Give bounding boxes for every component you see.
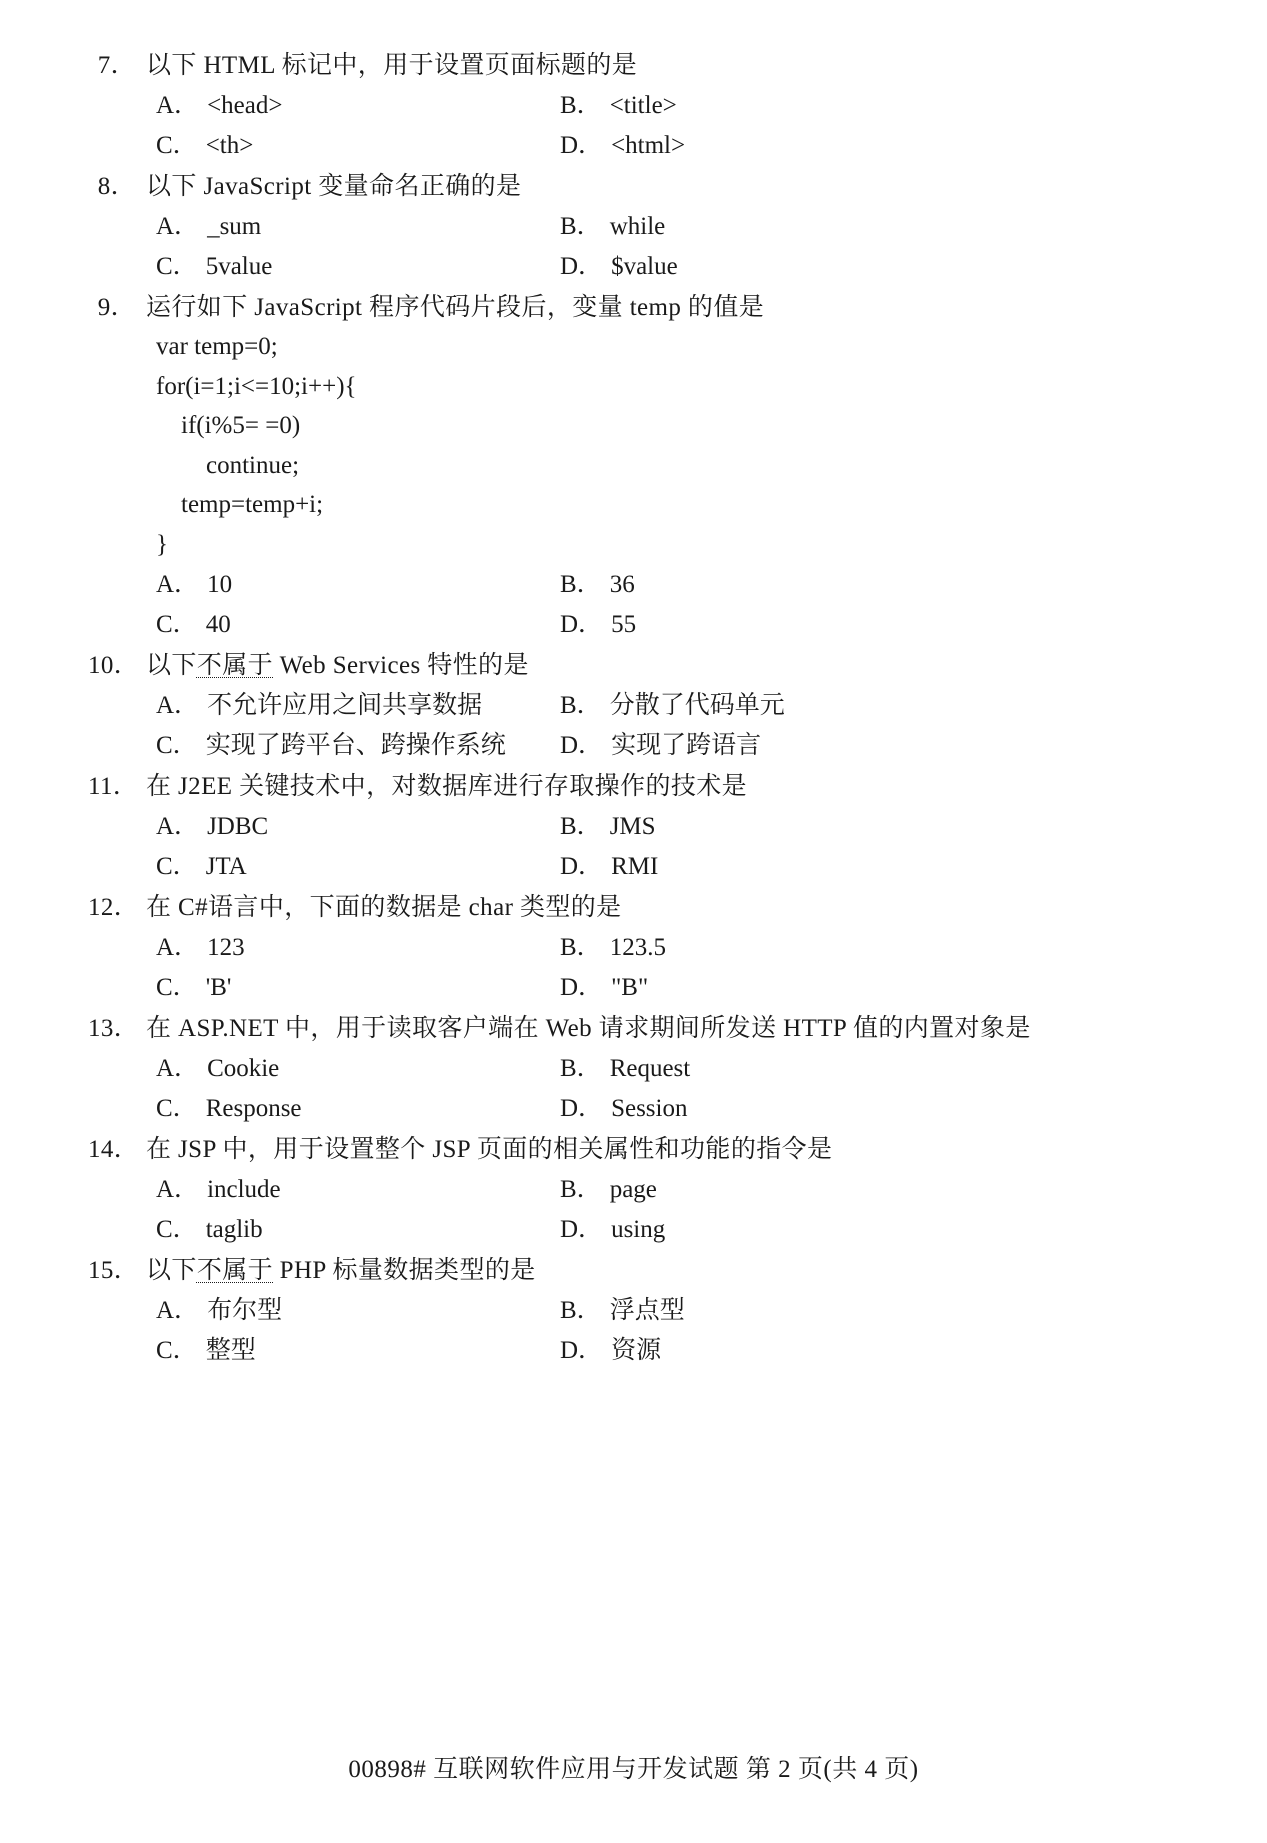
option-b[interactable]: [560, 1049, 1178, 1088]
option-d[interactable]: [560, 1210, 1178, 1249]
question-stem: [88, 46, 1178, 85]
question-item: [88, 1009, 1178, 1128]
option-text: page: [609, 1176, 657, 1203]
option-label: A．: [156, 213, 200, 240]
option-label: D．: [560, 253, 604, 280]
question-text: 在 C#语言中，下面的数据是 char 类型的是: [146, 894, 622, 921]
option-text: 5value: [205, 253, 273, 280]
option-row: [156, 726, 1178, 765]
option-label: B．: [560, 571, 602, 598]
question-text: 以下 JavaScript 变量命名正确的是: [146, 173, 522, 200]
option-text: 'B': [205, 974, 232, 1001]
option-text: while: [609, 213, 666, 240]
question-item: [88, 888, 1178, 1007]
code-line: if(i%5= =0): [156, 412, 301, 439]
option-label: C．: [156, 1216, 198, 1243]
option-group: [156, 807, 1178, 886]
option-text: <title>: [609, 92, 677, 119]
code-line: for(i=1;i<=10;i++){: [156, 372, 357, 400]
option-label: B．: [560, 1176, 602, 1203]
question-stem: [88, 646, 1178, 685]
option-text: RMI: [611, 853, 659, 880]
stem-suffix: PHP 标量数据类型的是: [273, 1257, 536, 1284]
option-text: 123.5: [609, 934, 666, 961]
option-text: JDBC: [207, 813, 269, 840]
question-text: 在 ASP.NET 中，用于读取客户端在 Web 请求期间所发送 HTTP 值的内置对象是: [146, 1015, 1031, 1042]
option-label: B．: [560, 213, 602, 240]
question-item: [88, 767, 1178, 886]
code-line: temp=temp+i;: [156, 491, 324, 518]
question-item: [88, 167, 1178, 286]
option-row: [156, 126, 1178, 165]
option-row: [156, 207, 1178, 246]
option-row: [156, 847, 1178, 886]
option-label: D．: [560, 1216, 604, 1243]
option-row: [156, 1049, 1178, 1088]
question-number: 8．: [97, 173, 136, 200]
option-c[interactable]: [156, 1210, 560, 1249]
page-footer: 00898# 互联网软件应用与开发试题 第 2 页(共 4 页): [348, 1756, 919, 1783]
option-d[interactable]: [560, 1089, 1178, 1128]
option-label: C．: [156, 732, 198, 759]
option-a[interactable]: [156, 1049, 560, 1088]
option-row: [156, 686, 1178, 725]
option-label: C．: [156, 1337, 198, 1364]
question-number: 13．: [88, 1015, 140, 1042]
stem-emphasis: 不属于: [196, 652, 274, 679]
code-line: continue;: [156, 451, 300, 479]
code-line: }: [156, 530, 168, 558]
question-text: 在 J2EE 关键技术中，对数据库进行存取操作的技术是: [146, 773, 748, 800]
option-d[interactable]: [560, 126, 1178, 165]
stem-prefix: 以下: [146, 652, 197, 679]
option-label: D．: [560, 1337, 604, 1364]
option-b[interactable]: [560, 1291, 1178, 1330]
option-a[interactable]: [156, 86, 560, 125]
option-row: [156, 247, 1178, 286]
option-d[interactable]: [560, 605, 1178, 644]
question-item: [88, 1130, 1178, 1249]
option-b[interactable]: [560, 86, 1178, 125]
option-text: <head>: [207, 92, 283, 119]
code-line: var temp=0;: [156, 333, 278, 360]
question-number: 10．: [88, 652, 140, 679]
option-c[interactable]: [156, 726, 560, 765]
question-stem: [88, 167, 1178, 206]
option-label: C．: [156, 1095, 198, 1122]
option-row: [156, 1291, 1178, 1330]
option-label: B．: [560, 934, 602, 961]
option-text: Response: [205, 1095, 302, 1122]
option-group: [156, 928, 1178, 1007]
option-c[interactable]: [156, 1331, 560, 1370]
option-a[interactable]: [156, 1170, 560, 1209]
option-group: [156, 207, 1178, 286]
option-text: JMS: [609, 813, 656, 840]
question-stem: [88, 888, 1178, 927]
option-c[interactable]: [156, 126, 560, 165]
option-label: B．: [560, 92, 602, 119]
question-list: [88, 46, 1178, 1372]
question-stem: [88, 1009, 1178, 1048]
option-text: 实现了跨平台、跨操作系统: [205, 732, 506, 759]
option-d[interactable]: [560, 968, 1178, 1007]
option-d[interactable]: [560, 726, 1178, 765]
option-label: A．: [156, 92, 200, 119]
option-a[interactable]: [156, 807, 560, 846]
option-text: 资源: [611, 1337, 662, 1364]
question-stem: [88, 1130, 1178, 1169]
option-c[interactable]: [156, 247, 560, 286]
option-label: B．: [560, 813, 602, 840]
question-number: 9．: [97, 294, 136, 321]
option-row: [156, 605, 1178, 644]
question-number: 12．: [88, 894, 140, 921]
option-c[interactable]: [156, 968, 560, 1007]
option-text: 不允许应用之间共享数据: [207, 692, 483, 719]
option-text: Session: [611, 1095, 688, 1122]
option-label: A．: [156, 571, 200, 598]
option-label: B．: [560, 1055, 602, 1082]
option-text: 36: [609, 571, 635, 598]
option-c[interactable]: [156, 1089, 560, 1128]
option-label: C．: [156, 974, 198, 1001]
option-text: 布尔型: [207, 1297, 283, 1324]
question-item: [88, 1251, 1178, 1370]
option-b[interactable]: [560, 686, 1178, 725]
option-label: C．: [156, 853, 198, 880]
question-number: 11．: [88, 773, 139, 800]
question-text: 以下 HTML 标记中，用于设置页面标题的是: [146, 52, 638, 79]
option-label: D．: [560, 974, 604, 1001]
code-snippet: [156, 327, 1178, 564]
question-number: 7．: [97, 52, 136, 79]
option-c[interactable]: [156, 847, 560, 886]
stem-prefix: 以下: [146, 1257, 197, 1284]
option-d[interactable]: [560, 847, 1178, 886]
option-text: 55: [611, 611, 637, 638]
question-item: [88, 46, 1178, 165]
option-text: using: [611, 1216, 666, 1243]
question-number: 14．: [88, 1136, 140, 1163]
question-stem: [88, 1251, 1178, 1290]
option-label: D．: [560, 132, 604, 159]
question-item: [88, 646, 1178, 765]
option-row: [156, 807, 1178, 846]
option-group: [156, 86, 1178, 165]
option-text: "B": [611, 974, 649, 1001]
option-b[interactable]: [560, 1170, 1178, 1209]
option-text: 40: [205, 611, 231, 638]
option-row: [156, 565, 1178, 604]
option-label: C．: [156, 132, 198, 159]
option-label: D．: [560, 611, 604, 638]
option-row: [156, 1170, 1178, 1209]
option-label: C．: [156, 611, 198, 638]
option-text: 浮点型: [609, 1297, 685, 1324]
stem-suffix: Web Services 特性的是: [273, 652, 529, 679]
option-group: [156, 1291, 1178, 1370]
option-text: Cookie: [207, 1055, 280, 1082]
option-group: [156, 1170, 1178, 1249]
option-label: A．: [156, 1297, 200, 1324]
option-b[interactable]: [560, 207, 1178, 246]
option-a[interactable]: [156, 565, 560, 604]
option-label: D．: [560, 732, 604, 759]
option-row: [156, 1331, 1178, 1370]
option-label: A．: [156, 1055, 200, 1082]
question-stem: [88, 288, 1178, 327]
option-text: 分散了代码单元: [609, 692, 785, 719]
option-label: B．: [560, 1297, 602, 1324]
option-label: A．: [156, 692, 200, 719]
option-row: [156, 1210, 1178, 1249]
option-text: 10: [207, 571, 233, 598]
question-text: [146, 646, 1178, 685]
option-d[interactable]: [560, 1331, 1178, 1370]
option-text: taglib: [205, 1216, 263, 1243]
option-label: A．: [156, 813, 200, 840]
option-label: B．: [560, 692, 602, 719]
option-group: [156, 1049, 1178, 1128]
option-text: JTA: [205, 853, 247, 880]
option-label: D．: [560, 853, 604, 880]
option-a[interactable]: [156, 686, 560, 725]
option-text: 实现了跨语言: [611, 732, 762, 759]
option-row: [156, 968, 1178, 1007]
option-label: C．: [156, 253, 198, 280]
option-label: A．: [156, 934, 200, 961]
option-text: $value: [611, 253, 678, 280]
option-b[interactable]: [560, 928, 1178, 967]
question-text: 在 JSP 中，用于设置整个 JSP 页面的相关属性和功能的指令是: [146, 1136, 833, 1163]
option-a[interactable]: [156, 207, 560, 246]
option-text: <html>: [611, 132, 686, 159]
question-text: [146, 1251, 1178, 1290]
option-b[interactable]: [560, 565, 1178, 604]
option-row: [156, 1089, 1178, 1128]
option-group: [156, 686, 1178, 765]
option-text: 整型: [205, 1337, 256, 1364]
option-d[interactable]: [560, 247, 1178, 286]
question-text: 运行如下 JavaScript 程序代码片段后，变量 temp 的值是: [146, 294, 765, 321]
option-text: include: [207, 1176, 281, 1203]
option-c[interactable]: [156, 605, 560, 644]
question-number: 15．: [88, 1257, 140, 1284]
option-row: [156, 86, 1178, 125]
option-text: 123: [207, 934, 245, 961]
option-text: _sum: [207, 213, 262, 240]
option-a[interactable]: [156, 928, 560, 967]
option-a[interactable]: [156, 1291, 560, 1330]
option-b[interactable]: [560, 807, 1178, 846]
option-row: [156, 928, 1178, 967]
question-item: [88, 288, 1178, 644]
option-label: D．: [560, 1095, 604, 1122]
option-text: <th>: [205, 132, 254, 159]
stem-emphasis: 不属于: [196, 1257, 274, 1284]
option-label: A．: [156, 1176, 200, 1203]
option-group: [156, 565, 1178, 644]
question-stem: [88, 767, 1178, 806]
option-text: Request: [609, 1055, 691, 1082]
